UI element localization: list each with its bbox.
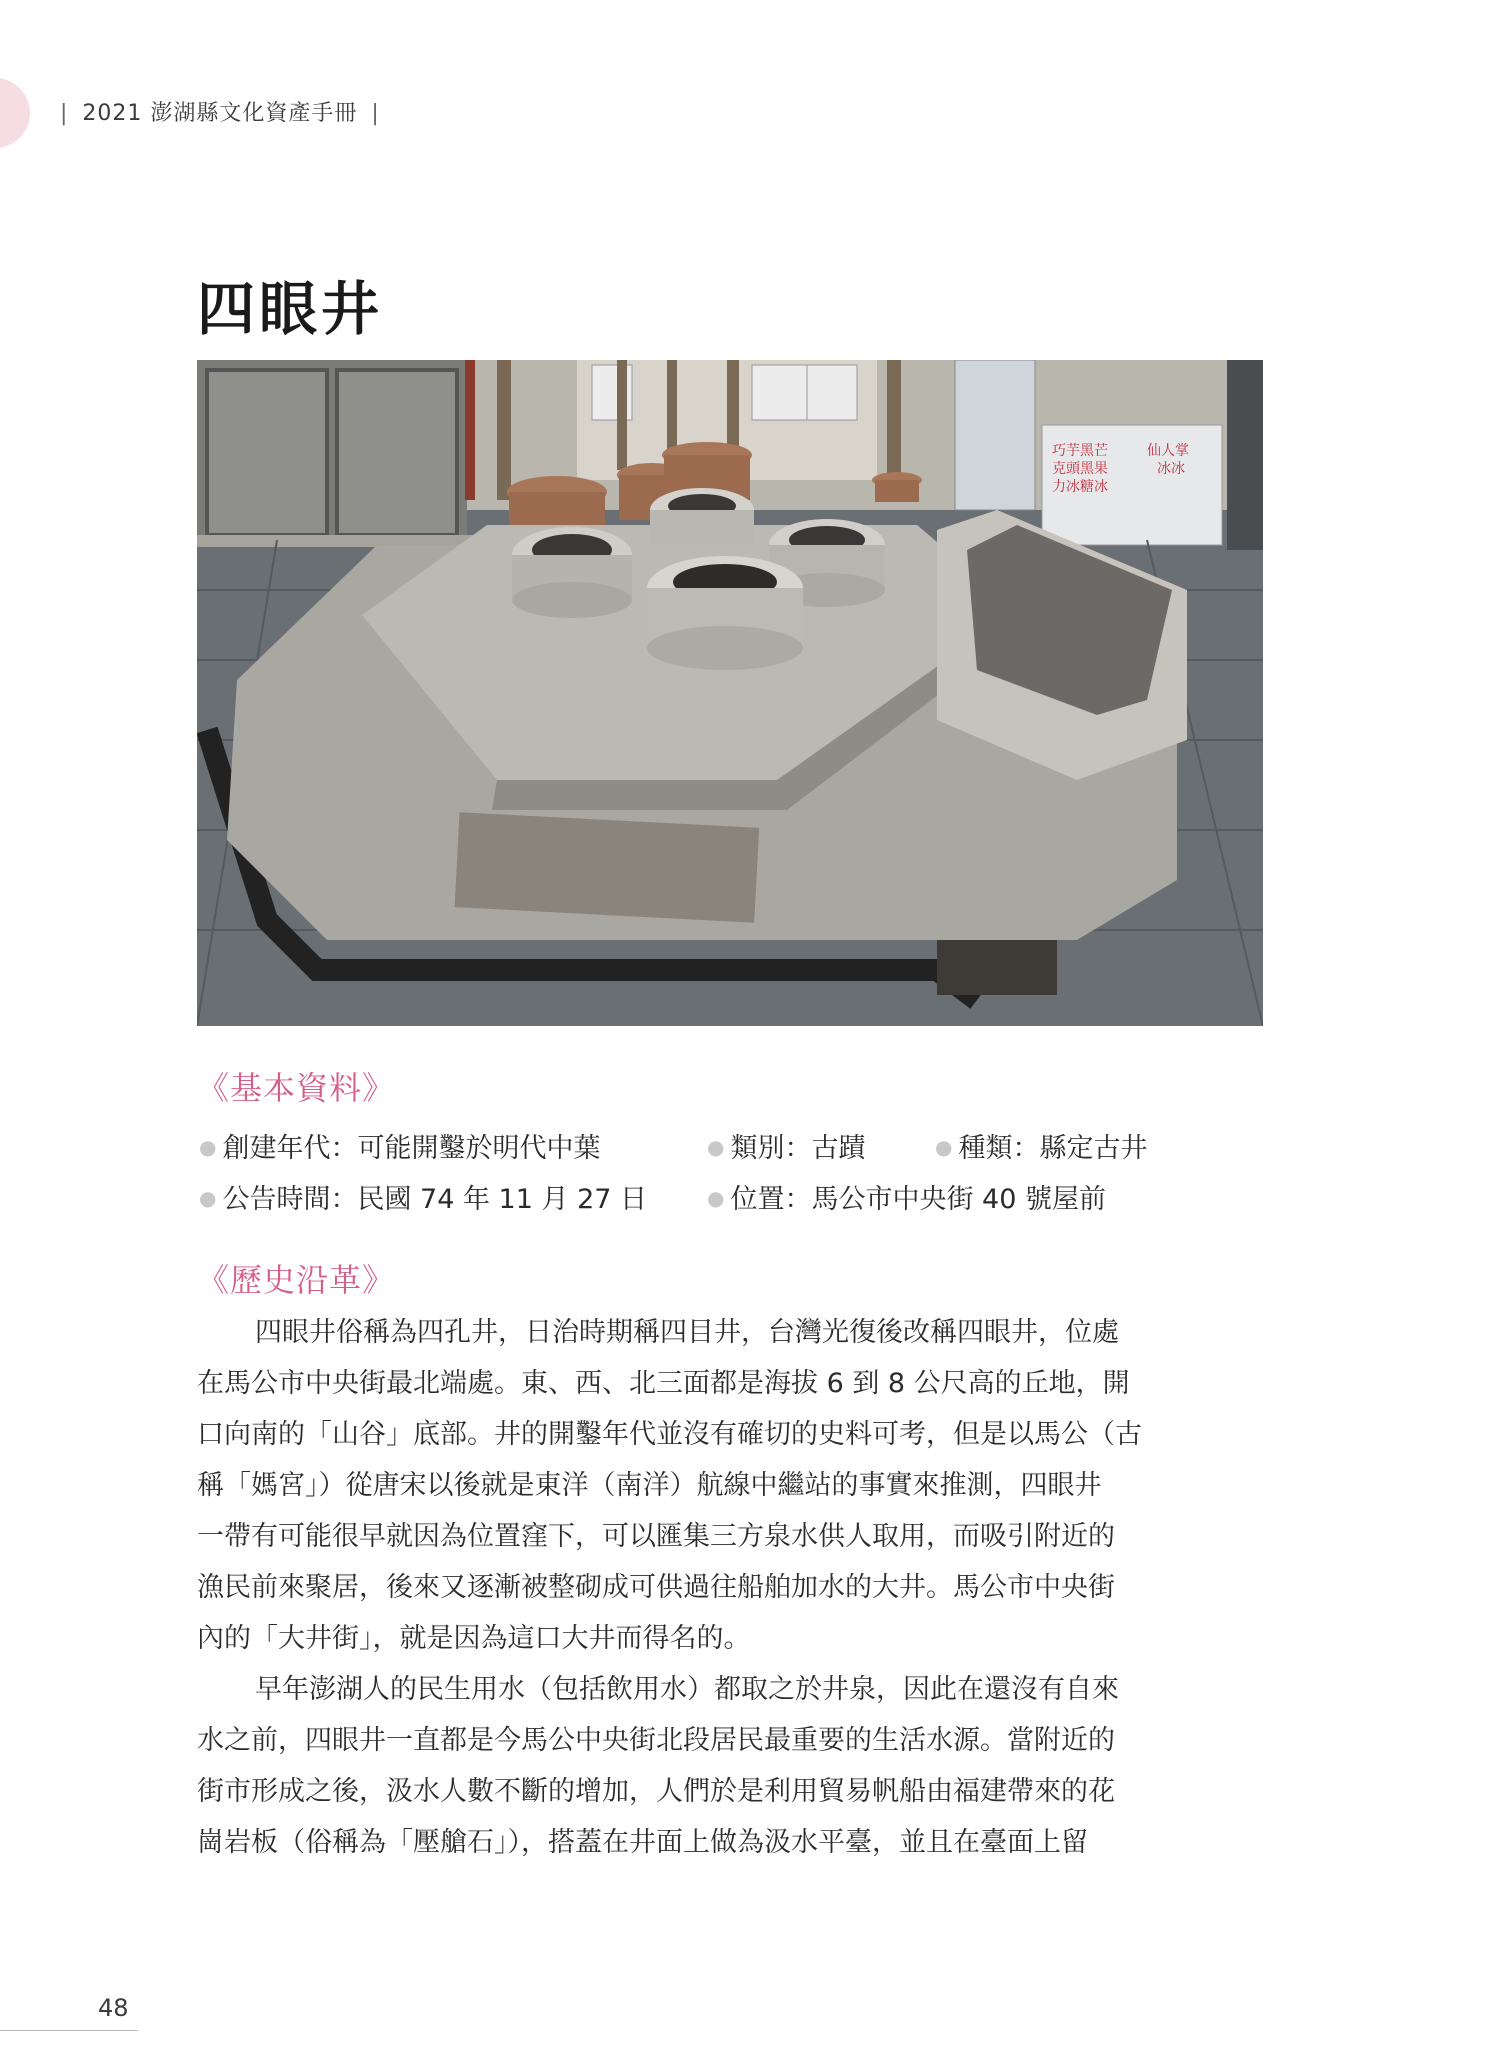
page-tab-decoration bbox=[0, 78, 30, 148]
svg-text:力冰糖冰: 力冰糖冰 bbox=[1052, 479, 1108, 495]
history-line: 漁民前來聚居，後來又逐漸被整砌成可供過往船舶加水的大井。馬公市中央街 bbox=[197, 1572, 1115, 1603]
svg-text:巧芋黑芒: 巧芋黑芒 bbox=[1052, 443, 1108, 459]
history-line: 水之前，四眼井一直都是今馬公中央街北段居民最重要的生活水源。當附近的 bbox=[197, 1725, 1115, 1756]
history-body bbox=[197, 1307, 1263, 1868]
history-line: 街市形成之後，汲水人數不斷的增加，人們於是利用貿易帆船由福建帶來的花 bbox=[197, 1776, 1115, 1807]
svg-text:克頭黑果: 克頭黑果 bbox=[1052, 461, 1108, 477]
history-heading: 《歷史沿革》 bbox=[197, 1261, 396, 1299]
history-line: 崗岩板（俗稱為「壓艙石」），搭蓋在井面上做為汲水平臺，並且在臺面上留 bbox=[197, 1827, 1088, 1858]
info-item-founded: ● 創建年代：可能開鑿於明代中葉 bbox=[199, 1133, 601, 1164]
svg-text:仙人掌: 仙人掌 bbox=[1147, 443, 1189, 459]
history-line: 口向南的「山谷」底部。井的開鑿年代並沒有確切的史料可考，但是以馬公（古 bbox=[197, 1419, 1142, 1450]
footer-rule bbox=[0, 2030, 138, 2031]
basic-info-heading: 《基本資料》 bbox=[197, 1069, 396, 1107]
running-header bbox=[54, 96, 386, 127]
history-line: 早年澎湖人的民生用水（包括飲用水）都取之於井泉，因此在還沒有自來 bbox=[255, 1674, 1119, 1705]
info-item-announced: ● 公告時間：民國 74 年 11 月 27 日 bbox=[199, 1184, 648, 1215]
bullet-dot-icon: ● bbox=[707, 1186, 725, 1210]
history-line: 稱「媽宮」）從唐宋以後就是東洋（南洋）航線中繼站的事實來推測，四眼井 bbox=[197, 1470, 1102, 1501]
info-item-category: ● 類別：古蹟 bbox=[707, 1133, 866, 1164]
svg-text:冰冰: 冰冰 bbox=[1157, 461, 1185, 477]
bullet-dot-icon: ● bbox=[707, 1135, 725, 1159]
history-line: 在馬公市中央街最北端處。東、西、北三面都是海拔 6 到 8 公尺高的丘地，開 bbox=[197, 1368, 1130, 1399]
bullet-dot-icon: ● bbox=[199, 1186, 217, 1210]
well-photo bbox=[197, 360, 1263, 1026]
info-item-location: ● 位置：馬公市中央街 40 號屋前 bbox=[707, 1184, 1106, 1215]
history-line: 一帶有可能很早就因為位置窪下，可以匯集三方泉水供人取用，而吸引附近的 bbox=[197, 1521, 1115, 1552]
info-item-type: ● 種類：縣定古井 bbox=[935, 1133, 1148, 1164]
page-title: 四眼井 bbox=[197, 275, 384, 343]
header-separator-left: | bbox=[60, 101, 69, 126]
history-line: 四眼井俗稱為四孔井，日治時期稱四目井，台灣光復後改稱四眼井，位處 bbox=[255, 1317, 1119, 1348]
history-line: 內的「大井街」，就是因為這口大井而得名的。 bbox=[197, 1623, 751, 1654]
bullet-dot-icon: ● bbox=[935, 1135, 953, 1159]
running-title: 2021 澎湖縣文化資產手冊 bbox=[82, 101, 358, 126]
header-separator-right: | bbox=[371, 101, 380, 126]
bullet-dot-icon: ● bbox=[199, 1135, 217, 1159]
page-number: 48 bbox=[98, 1994, 129, 2022]
